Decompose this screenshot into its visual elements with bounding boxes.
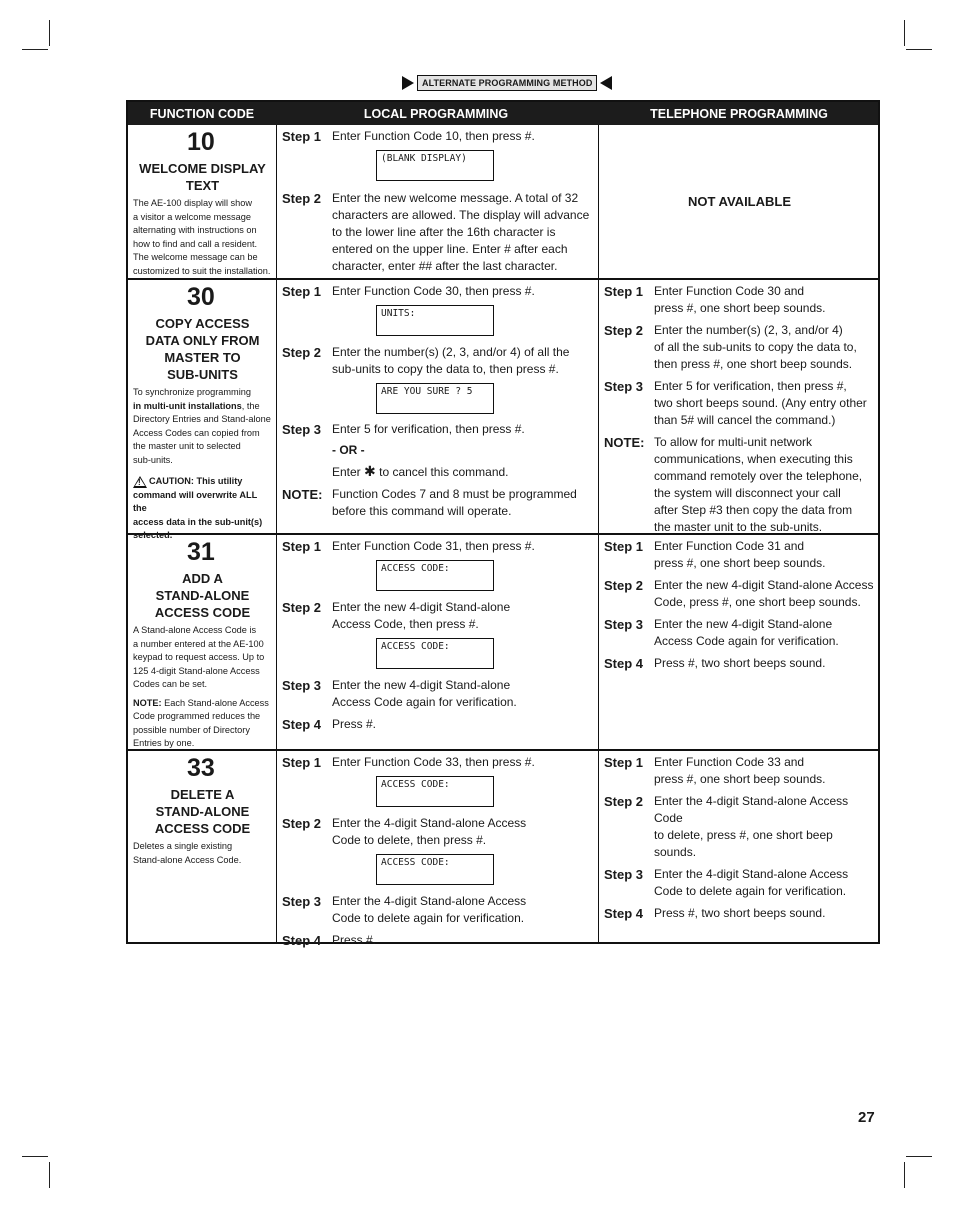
function-code-number: 30 (187, 283, 215, 311)
note: NOTE: Function Codes 7 and 8 must be programmed before this command will operate. (282, 487, 577, 518)
lcd-display: UNITS: (376, 305, 494, 336)
crop-mark (49, 1162, 50, 1188)
page-number: 27 (858, 1109, 875, 1126)
header-function-code: FUNCTION CODE (149, 107, 255, 121)
lcd-display: ACCESS CODE: (376, 776, 494, 807)
arrow-left-icon (600, 76, 612, 90)
cancel-instruction: Enter ✱ to cancel this command. (332, 463, 509, 479)
asterisk-icon: ✱ (364, 463, 376, 479)
step: Step 4 Press #. (282, 933, 377, 948)
local-programming-cell-33 (277, 751, 598, 948)
step: Step 2 Enter the 4-digit Stand-alone Access Code to delete, press #, one short beep sounds. (604, 794, 849, 859)
lcd-display: ACCESS CODE: (376, 560, 494, 591)
step: Step 3 Enter the new 4-digit Stand-alone Access Code again for verification. (604, 617, 839, 648)
local-programming-cell-30 (277, 280, 598, 533)
step: Step 3 Enter the new 4-digit Stand-alone Access Code again for verification. (282, 678, 517, 709)
step: Step 1 Enter Function Code 30 and press #, one short beep sounds. (604, 284, 826, 315)
telephone-programming-cell-30 (599, 280, 880, 533)
crop-mark (904, 1162, 905, 1188)
table-header (128, 102, 878, 125)
caution-note: ! CAUTION: This utility command will overwrite ALL the access data in the sub-unit(s) selected. (133, 475, 272, 543)
section-tag (402, 73, 612, 93)
step: Step 3 Enter 5 for verification, then press #, two short beeps sound. (Any entry other than 5# will cancel the command.) (604, 379, 867, 427)
step: Step 2 Enter the new welcome message. A total of 32 characters are allowed. The display will advance to the lower line after the 16th character is entered on the upper line. Enter # after each character, enter ## after the last character. (282, 191, 590, 273)
step: Step 4 Press #. (282, 717, 377, 732)
step: Step 2 Enter the number(s) (2, 3, and/or 4) of all the sub-units to copy the data to, then press #. (282, 345, 570, 376)
warning-triangle-icon (133, 476, 147, 488)
step: Step 4 Press #, two short beeps sound. (604, 656, 826, 671)
function-code-description: Deletes a single existing Stand-alone Access Code. (133, 841, 242, 865)
telephone-programming-cell-33 (599, 751, 880, 944)
function-code-cell-30 (128, 280, 276, 540)
crop-mark (49, 20, 50, 46)
telephone-programming-cell-10 (599, 125, 880, 278)
function-code-cell-33 (128, 751, 276, 944)
telephone-programming-cell-31 (599, 535, 880, 749)
function-code-note: NOTE: Each Stand-alone Access Code programmed reduces the possible number of Directory Entries by one. (133, 697, 269, 748)
lcd-display: ACCESS CODE: (376, 854, 494, 885)
step: Step 2 Enter the new 4-digit Stand-alone Access Code, press #, one short beep sounds. (604, 578, 874, 609)
lcd-display: ARE YOU SURE ? 5 (376, 383, 494, 414)
arrow-right-icon (402, 76, 414, 90)
local-programming-cell-31 (277, 535, 598, 749)
step: Step 1 Enter Function Code 31, then press #. (282, 539, 535, 554)
step: Step 1 Enter Function Code 33 and press #, one short beep sounds. (604, 755, 826, 786)
function-code-number: 10 (187, 128, 215, 156)
crop-mark (906, 49, 932, 50)
crop-mark (22, 49, 48, 50)
function-code-description: The AE-100 display will show a visitor a welcome message alternating with instructions on how to find and call a resident. The welcome message can be customized to suit the installation. (133, 198, 271, 276)
step: Step 3 Enter the 4-digit Stand-alone Access Code to delete again for verification. (604, 867, 849, 898)
note: NOTE: To allow for multi-unit network communications, when executing this command remotely over the telephone, the system will disconnect your call after Step #3 then copy the data from the master unit to the sub-units. (604, 435, 863, 534)
step: Step 1 Enter Function Code 31 and press #, one short beep sounds. (604, 539, 826, 570)
lcd-display: (BLANK DISPLAY) (376, 150, 494, 181)
local-programming-cell-10 (277, 125, 598, 278)
not-available-label: NOT AVAILABLE (687, 194, 792, 209)
function-code-cell-10 (128, 125, 276, 278)
function-code-cell-31 (128, 535, 276, 749)
step: Step 3 Enter the 4-digit Stand-alone Access Code to delete again for verification. (282, 894, 527, 925)
header-local-programming: LOCAL PROGRAMMING (363, 107, 509, 121)
step: Step 2 Enter the 4-digit Stand-alone Access Code to delete, then press #. (282, 816, 527, 847)
function-code-title: ADD A STAND-ALONE ACCESS CODE (154, 571, 251, 620)
lcd-display: ACCESS CODE: (376, 638, 494, 669)
function-code-description: A Stand-alone Access Code is a number entered at the AE-100 keypad to request access. Up to 125 4-digit Stand-alone Access Codes can be set. (133, 625, 265, 689)
crop-mark (22, 1156, 48, 1157)
crop-mark (906, 1156, 932, 1157)
function-code-description: To synchronize programming in multi-unit installations, the Directory Entries and Stand-alone Access Codes can copied from the master unit to selected sub-units. (133, 387, 271, 465)
step: Step 3 Enter 5 for verification, then press #. (282, 422, 525, 437)
header-telephone-programming: TELEPHONE PROGRAMMING (650, 107, 828, 121)
function-code-number: 33 (187, 754, 215, 782)
crop-mark (904, 20, 905, 46)
function-code-title: DELETE A STAND-ALONE ACCESS CODE (154, 787, 251, 836)
function-code-title: WELCOME DISPLAY TEXT (139, 161, 266, 193)
step: Step 1 Enter Function Code 10, then press #. (282, 129, 535, 144)
function-code-number: 31 (187, 538, 215, 566)
step: Step 4 Press #, two short beeps sound. (604, 906, 826, 921)
step: Step 1 Enter Function Code 33, then press #. (282, 755, 535, 770)
programming-table (126, 100, 880, 948)
section-tag-label: ALTERNATE PROGRAMMING METHOD (417, 75, 597, 91)
step: Step 1 Enter Function Code 30, then press #. (282, 284, 535, 299)
function-code-title: COPY ACCESS DATA ONLY FROM MASTER TO SUB-UNITS (145, 316, 260, 382)
step: Step 2 Enter the number(s) (2, 3, and/or 4) of all the sub-units to copy the data to, then press #, one short beep sounds. (604, 323, 857, 371)
or-separator: - OR - (332, 443, 365, 457)
step: Step 2 Enter the new 4-digit Stand-alone Access Code, then press #. (282, 600, 511, 631)
